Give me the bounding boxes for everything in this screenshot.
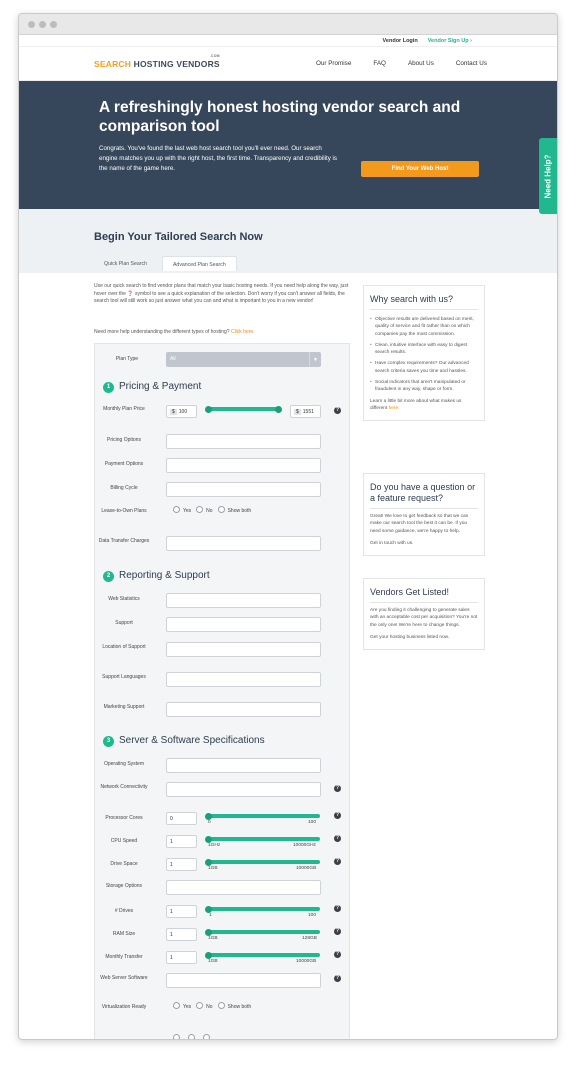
radio-circle xyxy=(173,1002,180,1009)
why-search-panel xyxy=(363,285,485,421)
need-help-label: Need Help? xyxy=(543,153,553,199)
price-max-value: 1551 xyxy=(302,409,314,415)
slider-max-label: 100 xyxy=(308,820,317,825)
list-item: • Have complex requirements? Our advanced search criteria saves you time and hassles. xyxy=(370,360,478,375)
section-server-software xyxy=(103,735,265,747)
get-in-touch-link[interactable]: Get in touch with us. xyxy=(370,540,414,546)
location-of-support-input[interactable] xyxy=(166,642,321,657)
radio-circle xyxy=(196,1002,203,1009)
maximize-dot[interactable] xyxy=(50,21,57,28)
vendors-title: Vendors Get Listed! xyxy=(370,587,450,597)
hosting-help-link[interactable]: Click here. xyxy=(230,329,255,335)
advanced-search-form xyxy=(94,343,350,1040)
nav-our-promise[interactable]: Our Promise xyxy=(315,60,352,67)
question-body: Great! We love to get feedback so that we can make our search tool the best it can be. If you need some guidance, we're happy to help. xyxy=(370,514,469,534)
question-panel xyxy=(363,473,485,556)
slider-handle[interactable] xyxy=(205,906,212,913)
site-logo[interactable] xyxy=(94,53,220,69)
lease-to-own-label: Lease-to-Own Plans xyxy=(101,508,147,514)
search-title: Begin Your Tailored Search Now xyxy=(94,231,263,243)
why-here-link[interactable]: here. xyxy=(388,405,400,411)
section-title: Reporting & Support xyxy=(119,570,210,581)
hosting-help-text xyxy=(94,329,255,335)
section-pricing-payment xyxy=(103,381,201,393)
slider-min-label: 1GB xyxy=(208,936,218,941)
help-question-icon[interactable]: ? xyxy=(335,785,340,791)
monthly-transfer-slider[interactable] xyxy=(208,953,320,957)
price-max-handle[interactable] xyxy=(275,406,282,413)
need-help-tab[interactable] xyxy=(539,138,557,214)
radio-no-label: No xyxy=(206,1004,213,1010)
slider-min-label: 1 xyxy=(209,913,212,918)
radio-yes-label: Yes xyxy=(183,1004,192,1010)
help-question-icon[interactable]: ? xyxy=(335,951,340,957)
plan-type-value: All xyxy=(170,356,176,362)
slider-max-label: 10000GB xyxy=(296,866,317,871)
pricing-options-input[interactable] xyxy=(166,434,321,449)
main-nav xyxy=(19,47,557,81)
search-tabs xyxy=(94,256,482,271)
help-question-icon[interactable]: ? xyxy=(335,975,340,981)
hosting-help-prefix: Need more help understanding the different types of hosting? xyxy=(94,329,230,335)
web-server-software-label: Web Server Software xyxy=(100,975,148,981)
payment-options-label: Payment Options xyxy=(104,461,144,467)
vendor-signup-link[interactable]: Vendor Sign Up › xyxy=(427,37,472,44)
hero-banner xyxy=(19,81,557,209)
why-footer-text: Learn a little bit more about what makes us different xyxy=(370,398,462,411)
price-max-input[interactable] xyxy=(290,405,321,418)
support-languages-label: Support Languages xyxy=(102,674,146,680)
price-range-slider[interactable] xyxy=(208,407,279,411)
price-min-handle[interactable] xyxy=(205,406,212,413)
drive-space-input[interactable]: 1 xyxy=(166,858,197,871)
radio-yes[interactable] xyxy=(173,506,191,514)
radio-circle[interactable] xyxy=(188,1034,195,1040)
currency-symbol: $ xyxy=(172,409,175,415)
virtualization-radios xyxy=(173,1002,251,1010)
search-header xyxy=(19,209,557,273)
chevron-down-icon: ▼ xyxy=(309,352,321,367)
radio-circle xyxy=(196,506,203,513)
marketing-support-input[interactable] xyxy=(166,702,321,717)
hero-body: Congrats. You've found the last web host search tool you'll ever need. Our search engine matches you up with the right host, the first time. Transparency and credibility is the name of the game here. xyxy=(99,145,337,172)
hero-title: A refreshingly honest hosting vendor search and comparison tool xyxy=(99,99,461,135)
help-question-icon[interactable]: ? xyxy=(335,905,340,911)
processor-cores-label: Processor Cores xyxy=(105,815,143,821)
radio-circle xyxy=(218,506,225,513)
radio-no-label: No xyxy=(206,508,213,514)
network-connectivity-label: Network Connectivity xyxy=(100,784,148,790)
slider-min-label: 0 xyxy=(208,820,211,825)
slider-handle[interactable] xyxy=(205,952,212,959)
storage-options-input[interactable] xyxy=(166,880,321,895)
marketing-support-label: Marketing Support xyxy=(103,704,145,710)
slider-min-label: 1GB xyxy=(208,866,218,871)
help-question-icon[interactable]: ? xyxy=(335,858,340,864)
monthly-transfer-input[interactable]: 1 xyxy=(166,951,197,964)
support-input[interactable] xyxy=(166,617,321,632)
web-statistics-label: Web Statistics xyxy=(108,596,140,602)
price-min-input[interactable] xyxy=(166,405,197,418)
data-transfer-charges-input[interactable] xyxy=(166,536,321,551)
slider-handle[interactable] xyxy=(205,929,212,936)
vendor-login-link[interactable]: Vendor Login xyxy=(382,37,418,44)
radio-show-both[interactable] xyxy=(218,1002,252,1010)
slider-handle[interactable] xyxy=(205,859,212,866)
help-question-icon[interactable]: ? xyxy=(335,928,340,934)
divider xyxy=(370,508,478,509)
nav-faq[interactable]: FAQ xyxy=(373,60,386,67)
operating-system-input[interactable] xyxy=(166,758,321,773)
location-of-support-label: Location of Support xyxy=(102,644,146,650)
support-label: Support xyxy=(115,620,133,626)
ram-size-label: RAM Size xyxy=(112,931,136,937)
operating-system-label: Operating System xyxy=(103,761,145,767)
help-question-icon[interactable]: ? xyxy=(335,812,340,818)
divider xyxy=(370,309,478,310)
drives-input[interactable]: 1 xyxy=(166,905,197,918)
slider-min-label: 1GB xyxy=(208,959,218,964)
utility-bar xyxy=(19,35,557,47)
slider-max-label: 10000GHz xyxy=(293,843,316,848)
storage-options-label: Storage Options xyxy=(105,883,143,889)
radio-both-label: Show both xyxy=(227,508,252,514)
section-number: 3 xyxy=(103,736,114,747)
lease-to-own-radios xyxy=(173,506,251,514)
find-web-host-button[interactable]: Find Your Web Host xyxy=(361,161,479,177)
question-title: Do you have a question or a feature request? xyxy=(370,482,476,503)
radio-both-label: Show both xyxy=(227,1004,252,1010)
plan-type-label: Plan Type xyxy=(115,356,139,362)
radio-circle[interactable] xyxy=(173,1034,180,1040)
price-min-value: 100 xyxy=(178,409,188,415)
web-statistics-input[interactable] xyxy=(166,593,321,608)
section-number: 2 xyxy=(103,571,114,582)
network-connectivity-input[interactable] xyxy=(166,782,321,797)
nav-contact-us[interactable]: Contact Us xyxy=(455,60,487,67)
radio-circle xyxy=(218,1002,225,1009)
support-languages-input[interactable] xyxy=(166,672,321,687)
radio-circle xyxy=(173,506,180,513)
window-chrome xyxy=(19,14,557,35)
section-reporting-support xyxy=(103,570,210,582)
slider-max-label: 10000GB xyxy=(296,959,317,964)
slider-handle[interactable] xyxy=(205,813,212,820)
billing-cycle-input[interactable] xyxy=(166,482,321,497)
divider xyxy=(370,602,478,603)
vendors-body: Are you finding it challenging to generate sales with an acceptable cost per acquisition? You're not the only one! We're here to change things. xyxy=(370,608,478,628)
processor-cores-slider[interactable] xyxy=(208,814,320,818)
slider-handle[interactable] xyxy=(205,836,212,843)
drive-space-label: Drive Space xyxy=(110,861,138,867)
help-question-icon[interactable]: ? xyxy=(335,835,340,841)
nav-about-us[interactable]: About Us xyxy=(407,60,434,67)
radio-yes[interactable] xyxy=(173,1002,191,1010)
cpu-speed-input[interactable]: 1 xyxy=(166,835,197,848)
radio-no[interactable] xyxy=(196,1002,212,1010)
radio-yes-label: Yes xyxy=(183,508,192,514)
help-question-icon[interactable]: ? xyxy=(335,407,340,413)
logo-rest: HOSTING VENDORS xyxy=(133,58,220,69)
section-number: 1 xyxy=(103,382,114,393)
monthly-price-label: Monthly Plan Price xyxy=(103,406,145,412)
web-server-software-input[interactable] xyxy=(166,973,321,988)
vendors-panel xyxy=(363,578,485,650)
list-item: • Clean, intuitive interface with easy to digest search results. xyxy=(370,342,478,357)
ram-size-input[interactable]: 1 xyxy=(166,928,197,941)
why-search-footer xyxy=(370,398,478,413)
section-title: Server & Software Specifications xyxy=(119,735,265,746)
nav-menu xyxy=(316,60,487,67)
list-item: • Social indicators that aren't manipulated or fraudulent in any way, shape or form. xyxy=(370,379,478,394)
monthly-transfer-label: Monthly Transfer xyxy=(105,954,143,960)
tab-quick-plan-search[interactable]: Quick Plan Search xyxy=(104,261,147,267)
slider-max-label: 128GB xyxy=(302,936,317,941)
payment-options-input[interactable] xyxy=(166,458,321,473)
currency-symbol: $ xyxy=(296,409,299,415)
intro-text: Use our quick search to find vendor plans that match your basic hosting needs. If you need help along the way, just hover over the ❓ symbol to see a quick explanation of the selection. Don't worry if you can't answer all fields, the search tool will still work so just answer what you can and what is important to you in a new vendor! xyxy=(94,283,349,305)
radio-no[interactable] xyxy=(196,506,212,514)
ram-size-slider[interactable] xyxy=(208,930,320,934)
data-transfer-charges-label: Data Transfer Charges xyxy=(98,538,150,544)
processor-cores-input[interactable]: 0 xyxy=(166,812,197,825)
drive-space-slider[interactable] xyxy=(208,860,320,864)
why-search-title: Why search with us? xyxy=(370,294,454,304)
virtualization-ready-label: Virtualization Ready xyxy=(101,1004,147,1010)
pricing-options-label: Pricing Options xyxy=(107,437,141,443)
tab-advanced-plan-search[interactable]: Advanced Plan Search xyxy=(162,256,237,271)
slider-min-label: 1GHz xyxy=(208,843,221,848)
cpu-speed-slider[interactable] xyxy=(208,837,320,841)
plan-type-select[interactable] xyxy=(166,352,321,367)
more-radios xyxy=(173,1034,213,1040)
list-item: • Objective results are delivered based on merit, quality of service and fit rather than on which companies pay the most commission. xyxy=(370,316,478,338)
drives-slider[interactable] xyxy=(208,907,320,911)
get-listed-link[interactable]: Get your hosting business listed now. xyxy=(370,634,450,640)
minimize-dot[interactable] xyxy=(39,21,46,28)
billing-cycle-label: Billing Cycle xyxy=(110,485,138,491)
browser-window xyxy=(18,13,558,1040)
radio-show-both[interactable] xyxy=(218,506,252,514)
cpu-speed-label: CPU Speed xyxy=(110,838,138,844)
drives-label: # Drives xyxy=(114,908,134,914)
logo-com: .COM xyxy=(209,53,220,58)
why-search-list xyxy=(370,316,478,394)
logo-search: SEARCH xyxy=(94,58,132,69)
slider-max-label: 100 xyxy=(308,913,317,918)
radio-circle[interactable] xyxy=(203,1034,210,1040)
close-dot[interactable] xyxy=(28,21,35,28)
section-title: Pricing & Payment xyxy=(119,381,202,392)
